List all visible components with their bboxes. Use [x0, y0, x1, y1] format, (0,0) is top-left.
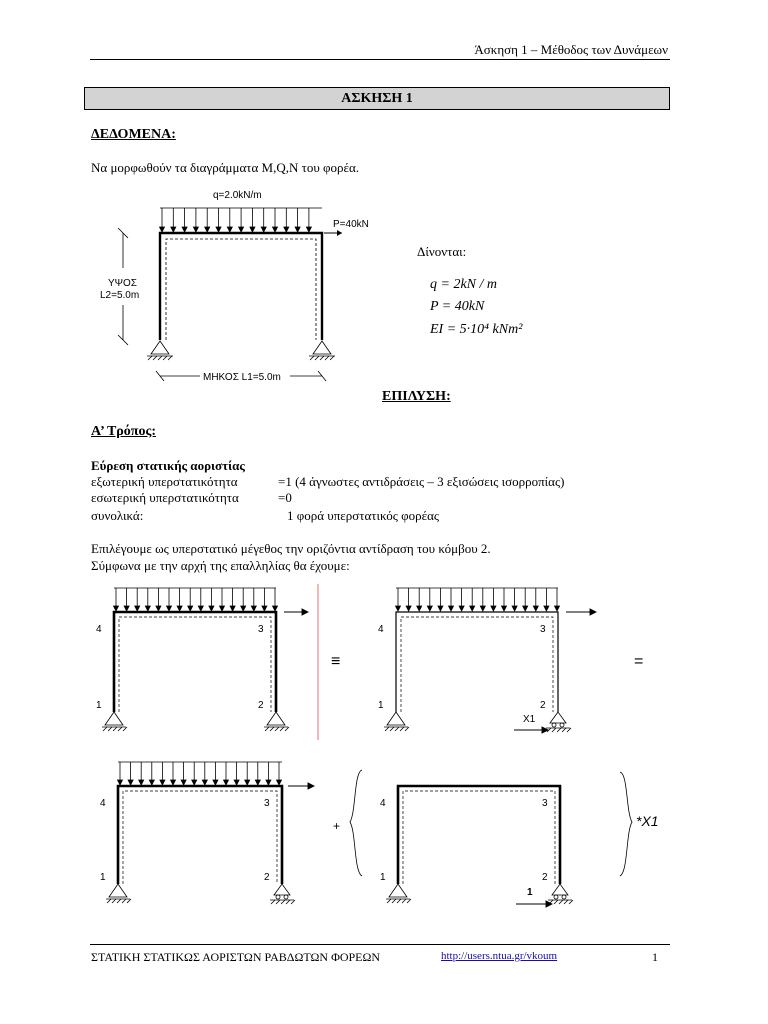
p-arrow-diagram-2	[566, 609, 596, 615]
height-word: ΥΨΟΣ	[108, 278, 137, 289]
given-label: Δίνονται:	[417, 244, 467, 259]
frame-diagram-2-node-3: 3	[540, 624, 546, 635]
frame-diagram-2-node-1: 1	[378, 700, 384, 711]
frame-diagram-4	[398, 786, 560, 884]
frame-diagram-1-node-4: 4	[96, 624, 102, 635]
internal-value: =0	[278, 490, 292, 505]
exercise-title: ΑΣΚΗΣΗ 1	[84, 87, 670, 110]
plus-sign: +	[333, 819, 341, 833]
frame-diagram-4-node-2: 2	[542, 872, 548, 883]
frame-diagram-3-node-2: 2	[264, 872, 270, 883]
running-header: Άσκηση 1 – Μέθοδος των Δυνάμεων	[474, 42, 668, 57]
frame-diagram-3-fiber	[123, 791, 277, 884]
height-value: L2=5.0m	[100, 290, 140, 301]
frame-diagram-4-node-4: 4	[380, 798, 386, 809]
load-diagram-3	[118, 762, 283, 785]
footer-rule	[90, 944, 670, 945]
indeterminacy-title: Εύρεση στατικής αοριστίας	[91, 458, 245, 473]
equiv-sign: ≡	[331, 653, 341, 670]
p-load-label: P=40kN	[333, 219, 369, 230]
paragraph-line-2: Σύμφωνα με την αρχή της επαλληλίας θα έχουμε:	[91, 558, 350, 573]
support-3-left	[106, 884, 131, 903]
frame-diagram-4-node-3: 3	[542, 798, 548, 809]
support-2-right	[546, 712, 571, 732]
frame-diagram-3-node-1: 1	[100, 872, 106, 883]
method-heading: Α’ Τρόπος:	[91, 424, 157, 439]
x1-arrow	[514, 727, 548, 733]
frame-diagram-1-node-1: 1	[96, 700, 102, 711]
support-1-left	[102, 712, 127, 731]
p-arrow-diagram-3	[288, 783, 314, 789]
data-heading: ΔΕΔΟΜΕΝΑ:	[91, 127, 176, 142]
frame-diagram-2	[396, 612, 558, 712]
load-diagram-1	[114, 588, 278, 611]
support-1-right	[264, 712, 289, 731]
times-x1-label: *X1	[636, 813, 659, 829]
frame-diagram-2-node-2: 2	[540, 700, 546, 711]
unit-load-label: 1	[527, 887, 533, 898]
solution-heading: ΕΠΙΛΥΣΗ:	[382, 389, 451, 404]
support-3-right	[270, 884, 295, 904]
total-label: συνολικά:	[91, 508, 144, 523]
support-4-right	[548, 884, 573, 904]
left-brace	[350, 770, 362, 876]
frame-diagram-2-fiber	[401, 617, 553, 712]
footer-link[interactable]: http://users.ntua.gr/vkoum	[441, 950, 558, 962]
equals-sign: =	[634, 653, 644, 670]
given-q: q = 2kN / m	[430, 277, 497, 292]
internal-label: εσωτερική υπερστατικότητα	[91, 490, 239, 505]
frame-diagram-3-node-4: 4	[100, 798, 106, 809]
frame-diagram-2-node-4: 4	[378, 624, 384, 635]
total-value: 1 φορά υπερστατικός φορέας	[287, 508, 440, 523]
support-2-left	[384, 712, 409, 731]
frame-diagram-3	[118, 786, 282, 884]
frame-diagram-4-node-1: 1	[380, 872, 386, 883]
frame-diagram-1-node-2: 2	[258, 700, 264, 711]
page-number: 1	[652, 950, 658, 964]
frame-diagram-1-fiber	[119, 617, 271, 712]
unit-load-arrow	[516, 901, 552, 907]
external-value: =1 (4 άγνωστες αντιδράσεις – 3 εξισώσεις ισορροπίας)	[278, 474, 565, 489]
frame-diagram-3-node-3: 3	[264, 798, 270, 809]
length-label: ΜΗΚΟΣ L1=5.0m	[203, 372, 281, 383]
x1-label: X1	[523, 714, 536, 725]
frame-diagram-1-node-3: 3	[258, 624, 264, 635]
right-brace	[620, 772, 632, 876]
q-load-label: q=2.0kN/m	[213, 190, 262, 201]
given-ei: EI = 5·10⁴ kNm²	[430, 322, 523, 337]
support-4-left	[386, 884, 411, 903]
given-p: P = 40kN	[430, 299, 485, 314]
footer-course: ΣΤΑΤΙΚΗ ΣΤΑΤΙΚΩΣ ΑΟΡΙΣΤΩΝ ΡΑΒΔΩΤΩΝ ΦΟΡΕΩΝ	[91, 950, 381, 964]
load-diagram-2	[396, 588, 560, 611]
p-arrow-diagram-1	[284, 609, 308, 615]
frame-diagram-1	[114, 612, 276, 712]
task-text: Να μορφωθούν τα διαγράμματα M,Q,N του φορέα.	[91, 160, 360, 175]
external-label: εξωτερική υπερστατικότητα	[91, 474, 238, 489]
paragraph-line-1: Επιλέγουμε ως υπερστατικό μέγεθος την οριζόντια αντίδραση του κόμβου 2.	[91, 541, 491, 556]
frame-diagram-4-fiber	[403, 791, 555, 884]
